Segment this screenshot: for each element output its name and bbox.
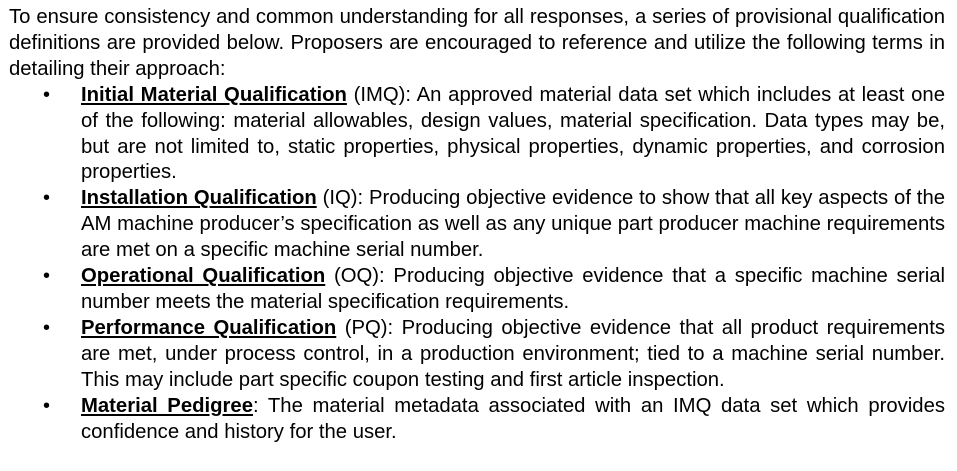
definition-term: Operational Qualification (81, 265, 326, 288)
definition-item-oq (43, 264, 945, 316)
intro-paragraph: To ensure consistency and common understanding for all responses, a series of provisional qualification definitions are provided below. Proposers are encouraged to reference and utilize the following terms in detailing their approach: (9, 6, 945, 80)
bullet-icon: • (43, 83, 51, 106)
definition-term: Performance Qualification (81, 316, 337, 339)
definition-text: : The material metadata associated with an IMQ data set which provides confidence and history for the user. (81, 394, 945, 443)
bullet-icon: • (43, 316, 51, 339)
definition-text: (IMQ): An approved material data set which includes at least one of the following: material allowables, design values, material specification. Data types may be, but are not limited to, static properties, physical properties, dynamic properties, and corrosion properties. (81, 83, 945, 184)
bullet-icon: • (43, 265, 51, 288)
definition-term: Initial Material Qualification (81, 83, 347, 106)
bullet-icon: • (43, 187, 51, 210)
definition-term: Material Pedigree (81, 394, 253, 417)
definitions-list (9, 83, 945, 446)
definition-item-iq (43, 186, 945, 264)
definition-item-imq (43, 83, 945, 187)
definition-text: (IQ): Producing objective evidence to show that all key aspects of the AM machine producer’s specification as well as any unique part producer machine requirements are met on a specific machine serial number. (81, 187, 945, 262)
definition-item-material-pedigree (43, 394, 945, 446)
bullet-icon: • (43, 394, 51, 417)
definition-term: Installation Qualification (81, 187, 317, 210)
definition-text: (OQ): Producing objective evidence that a specific machine serial number meets the material specification requirements. (81, 265, 945, 313)
definition-text: (PQ): Producing objective evidence that all product requirements are met, under process control, in a production environment; tied to a machine serial number. This may include part specific coupon testing and first article inspection. (81, 316, 945, 391)
definition-item-pq (43, 316, 945, 394)
